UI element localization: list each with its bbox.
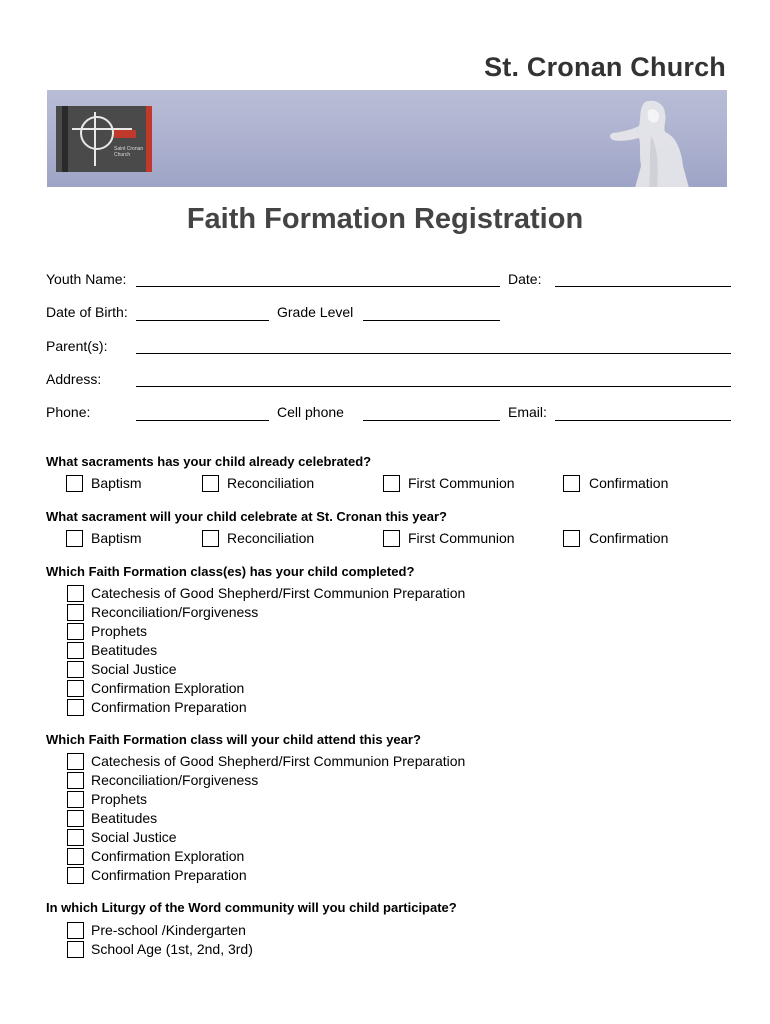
checkbox-q3-social-justice[interactable] [67, 661, 84, 678]
question-liturgy-community: In which Liturgy of the Word community will you child participate? [46, 900, 457, 915]
label-q3-prophets: Prophets [91, 623, 148, 639]
checkbox-q2-baptism[interactable] [66, 530, 83, 547]
checkbox-q5-preschool[interactable] [67, 922, 84, 939]
label-q1-confirmation: Confirmation [589, 475, 669, 491]
grade-field[interactable] [363, 320, 500, 321]
label-q4-confirmation-preparation: Confirmation Preparation [91, 867, 247, 883]
church-name: St. Cronan Church [484, 52, 726, 82]
youth-name-field[interactable] [136, 286, 500, 287]
question-sacraments-celebrated: What sacraments has your child already celebrated? [46, 454, 372, 469]
question-classes-completed: Which Faith Formation class(es) has your child completed? [46, 564, 415, 579]
checkbox-q5-school-age[interactable] [67, 941, 84, 958]
cell-field[interactable] [363, 420, 500, 421]
label-q1-reconciliation: Reconciliation [227, 475, 315, 491]
header-banner [47, 90, 727, 187]
checkbox-q3-beatitudes[interactable] [67, 642, 84, 659]
email-field[interactable] [555, 420, 731, 421]
checkbox-q3-catechesis[interactable] [67, 585, 84, 602]
statue-image [605, 96, 697, 187]
label-q4-reconciliation: Reconciliation/Forgiveness [91, 772, 259, 788]
date-label: Date: [508, 271, 542, 287]
address-label: Address: [46, 371, 102, 387]
label-q2-baptism: Baptism [91, 530, 142, 546]
label-q3-confirmation-exploration: Confirmation Exploration [91, 680, 245, 696]
checkbox-q2-first-communion[interactable] [383, 530, 400, 547]
email-label: Email: [508, 404, 547, 420]
checkbox-q4-beatitudes[interactable] [67, 810, 84, 827]
label-q4-beatitudes: Beatitudes [91, 810, 158, 826]
question-sacrament-this-year: What sacrament will your child celebrate at St. Cronan this year? [46, 509, 447, 524]
label-q4-confirmation-exploration: Confirmation Exploration [91, 848, 245, 864]
label-q1-first-communion: First Communion [408, 475, 515, 491]
label-q5-preschool: Pre-school /Kindergarten [91, 922, 246, 938]
checkbox-q3-reconciliation[interactable] [67, 604, 84, 621]
checkbox-q4-confirmation-exploration[interactable] [67, 848, 84, 865]
checkbox-q3-confirmation-exploration[interactable] [67, 680, 84, 697]
cell-label: Cell phone [277, 404, 344, 420]
checkbox-q1-confirmation[interactable] [563, 475, 580, 492]
checkbox-q2-reconciliation[interactable] [202, 530, 219, 547]
checkbox-q3-confirmation-preparation[interactable] [67, 699, 84, 716]
logo-text: Saint Cronan Church [114, 146, 144, 158]
label-q3-social-justice: Social Justice [91, 661, 177, 677]
label-q2-first-communion: First Communion [408, 530, 515, 546]
checkbox-q1-baptism[interactable] [66, 475, 83, 492]
phone-field[interactable] [136, 420, 269, 421]
phone-label: Phone: [46, 404, 91, 420]
church-logo [56, 106, 152, 172]
label-q4-catechesis: Catechesis of Good Shepherd/First Communion Preparation [91, 753, 466, 769]
parents-label: Parent(s): [46, 338, 108, 354]
checkbox-q4-reconciliation[interactable] [67, 772, 84, 789]
label-q3-beatitudes: Beatitudes [91, 642, 158, 658]
checkbox-q3-prophets[interactable] [67, 623, 84, 640]
checkbox-q4-catechesis[interactable] [67, 753, 84, 770]
label-q3-catechesis: Catechesis of Good Shepherd/First Communion Preparation [91, 585, 466, 601]
form-title: Faith Formation Registration [186, 203, 584, 235]
checkbox-q2-confirmation[interactable] [563, 530, 580, 547]
label-q2-reconciliation: Reconciliation [227, 530, 315, 546]
dob-field[interactable] [136, 320, 269, 321]
checkbox-q1-first-communion[interactable] [383, 475, 400, 492]
label-q5-school-age: School Age (1st, 2nd, 3rd) [91, 941, 253, 957]
grade-label: Grade Level [277, 304, 354, 320]
label-q3-reconciliation: Reconciliation/Forgiveness [91, 604, 259, 620]
label-q4-prophets: Prophets [91, 791, 148, 807]
youth-name-label: Youth Name: [46, 271, 127, 287]
question-class-this-year: Which Faith Formation class will your child attend this year? [46, 732, 421, 747]
label-q3-confirmation-preparation: Confirmation Preparation [91, 699, 247, 715]
label-q1-baptism: Baptism [91, 475, 142, 491]
label-q4-social-justice: Social Justice [91, 829, 177, 845]
checkbox-q4-confirmation-preparation[interactable] [67, 867, 84, 884]
checkbox-q1-reconciliation[interactable] [202, 475, 219, 492]
label-q2-confirmation: Confirmation [589, 530, 669, 546]
dob-label: Date of Birth: [46, 304, 128, 320]
checkbox-q4-social-justice[interactable] [67, 829, 84, 846]
parents-field[interactable] [136, 353, 731, 354]
date-field[interactable] [555, 286, 731, 287]
address-field[interactable] [136, 386, 731, 387]
checkbox-q4-prophets[interactable] [67, 791, 84, 808]
